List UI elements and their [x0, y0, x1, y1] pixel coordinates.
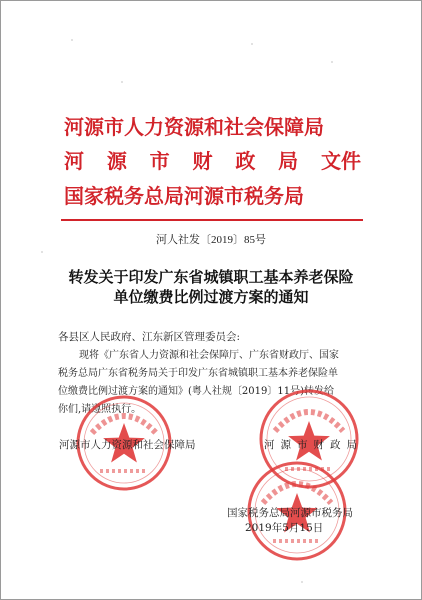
- scan-speck: [331, 61, 333, 63]
- scan-speck: [121, 81, 123, 83]
- issuer-header-2-char: 局: [278, 149, 299, 173]
- issuer-header-2-suffix: 文件: [320, 149, 361, 173]
- issuer-header-2-char: 河: [64, 149, 84, 173]
- document-title-line-2: 单位缴费比例过渡方案的通知: [113, 288, 309, 306]
- issuer-header-2: [64, 149, 361, 173]
- issuer-header-1: 河源市人力资源和社会保障局: [64, 115, 324, 139]
- document-number: 河人社发〔2019〕85号: [156, 234, 266, 246]
- body-line: 税务总局广东省税务局关于印发广东省城镇职工基本养老保险单: [58, 368, 338, 379]
- scan-speck: [251, 43, 253, 45]
- issuer-header-3: 国家税务总局河源市税务局: [64, 184, 304, 208]
- document-title-line-1: 转发关于印发广东省城镇职工基本养老保险: [68, 268, 354, 286]
- body-line: 位缴费比例过渡方案的通知》(粤人社规〔2019〕11号)转发给: [58, 386, 334, 397]
- issue-date: 2019年5月15日: [245, 522, 324, 534]
- scan-speck: [41, 251, 43, 253]
- scan-speck: [301, 581, 303, 583]
- body-line: 现将《广东省人力资源和社会保障厅、广东省财政厅、国家: [79, 350, 339, 361]
- body-line: 你们,请遵照执行。: [58, 404, 142, 415]
- issuer-header-2-char: 财: [192, 149, 213, 173]
- salutation: 各县区人民政府、江东新区管理委员会:: [58, 331, 241, 343]
- signature-finance-bureau: 河源市财政局: [264, 439, 363, 451]
- issuer-header-2-char: 市: [149, 149, 170, 173]
- signature-hr-bureau: 河源市人力资源和社会保障局: [59, 439, 196, 451]
- scan-speck: [71, 39, 73, 41]
- signature-tax-bureau: 国家税务总局河源市税务局: [227, 507, 353, 519]
- red-divider: [61, 219, 363, 221]
- issuer-header-2-char: 源: [106, 149, 127, 173]
- issuer-header-2-char: 政: [235, 149, 256, 173]
